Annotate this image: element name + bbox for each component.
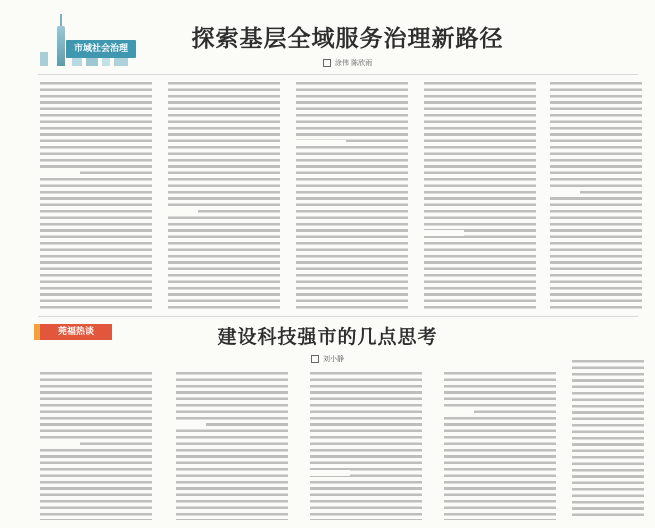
para-break — [296, 140, 346, 146]
para-break — [550, 190, 580, 196]
para-break — [444, 410, 474, 416]
para-break — [424, 230, 464, 236]
para-break — [40, 440, 80, 446]
article1-column-4 — [424, 82, 536, 310]
article2-column-1 — [40, 372, 152, 520]
para-break — [168, 210, 198, 216]
article2-column-4 — [444, 372, 556, 520]
column-tag: 市域社会治理 — [66, 40, 136, 58]
top-rule — [38, 74, 638, 75]
article2-column-2 — [176, 372, 288, 520]
article1-column-2 — [168, 82, 280, 310]
mid-rule — [38, 316, 638, 317]
article2-author: 刘小静 — [323, 355, 344, 363]
article1-column-3 — [296, 82, 408, 310]
para-break — [176, 420, 206, 426]
para-break — [310, 470, 350, 476]
author-box-icon — [311, 355, 319, 363]
article1-byline — [0, 58, 655, 68]
article1-column-1 — [40, 82, 152, 310]
article2-title: 建设科技强市的几点思考 — [217, 326, 438, 348]
article1-author: 涂伟 陈欣雨 — [334, 59, 373, 67]
article1-title: 探索基层全域服务治理新路径 — [191, 25, 504, 52]
para-break — [40, 170, 80, 176]
article2-byline — [0, 354, 655, 364]
article2-column-3 — [310, 372, 422, 520]
article1-column-5 — [550, 82, 642, 312]
article2-column-tag: 莞福热谈 — [40, 324, 112, 340]
author-box-icon — [323, 59, 331, 67]
article2-column-5 — [572, 360, 644, 520]
